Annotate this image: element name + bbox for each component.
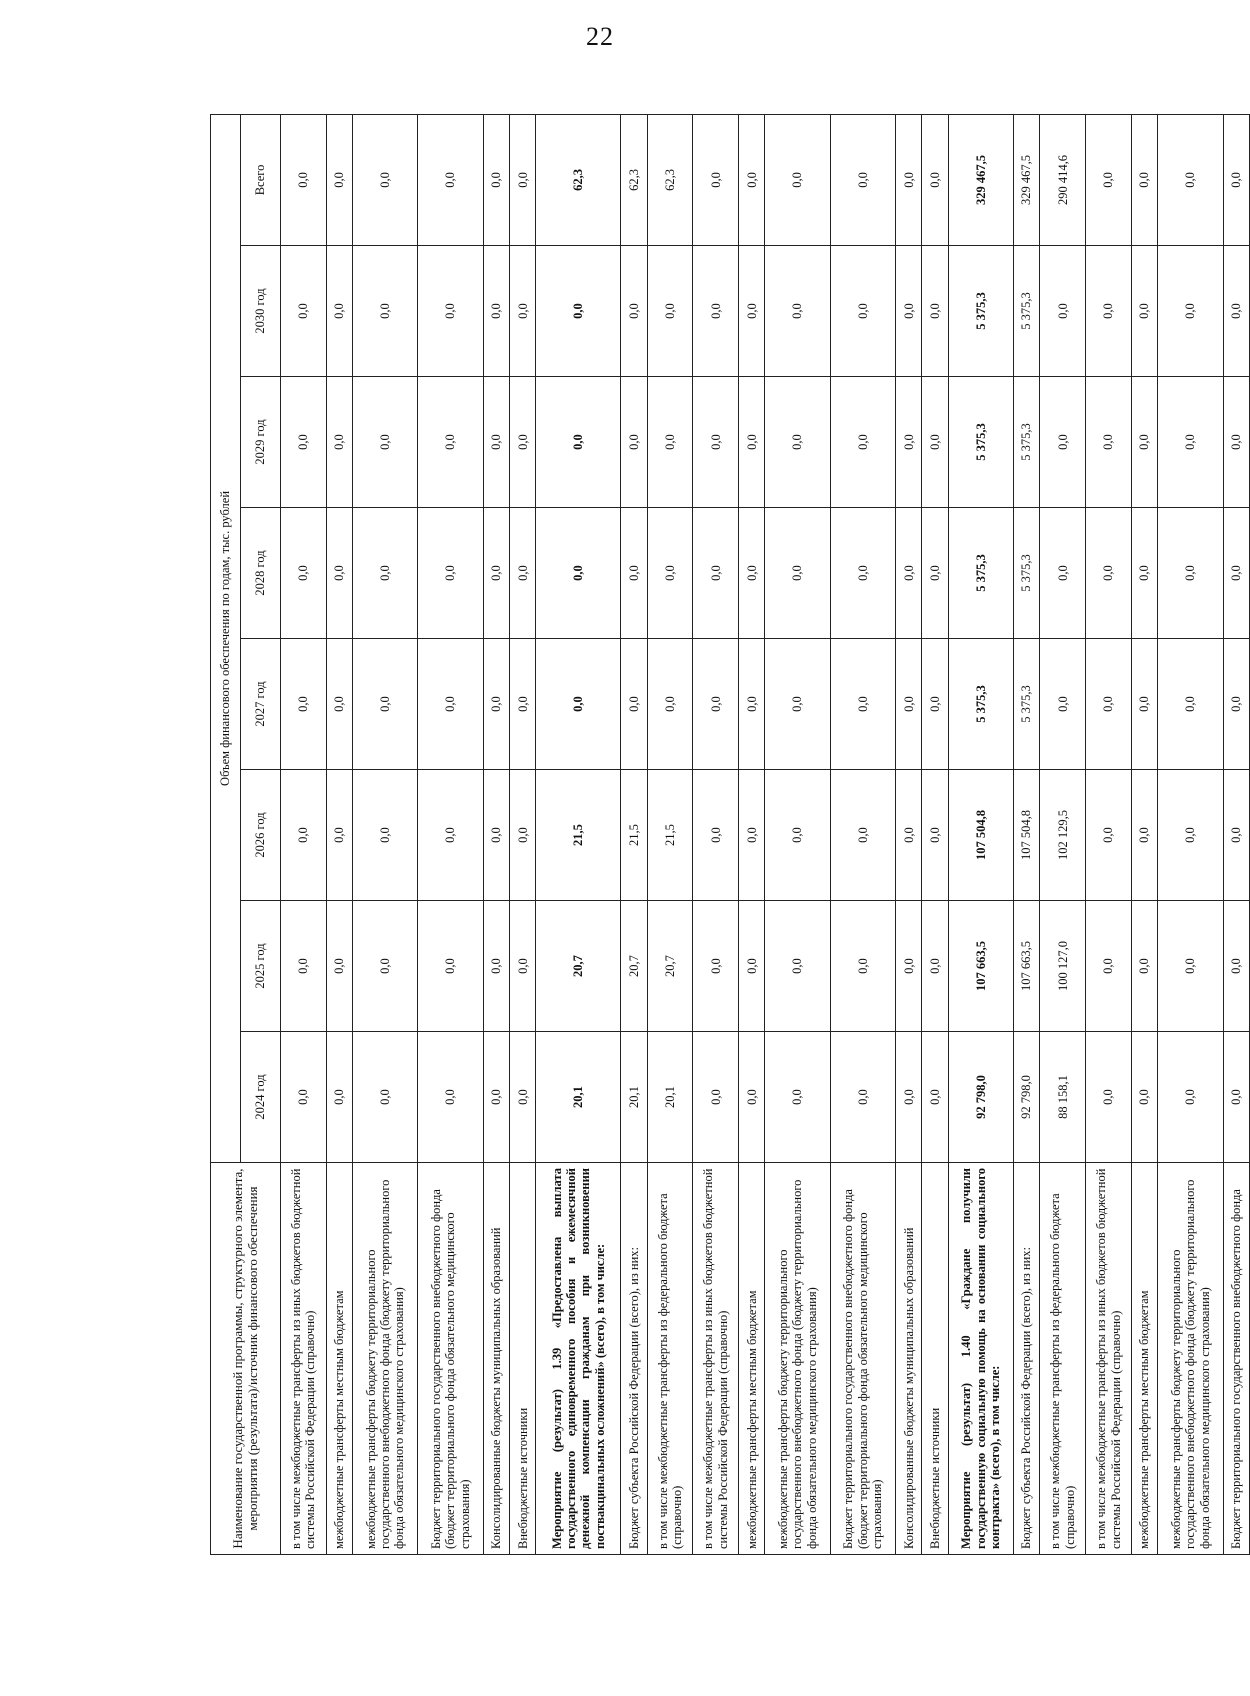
- row-value: 0,0: [326, 246, 352, 377]
- table-row: [483, 114, 509, 1554]
- table-row: [281, 114, 327, 1554]
- row-value: 88 158,1: [1040, 1032, 1086, 1163]
- row-value: 0,0: [765, 246, 830, 377]
- row-value: 0,0: [693, 246, 739, 377]
- row-label: в том числе межбюджетные трансферты из иных бюджетов бюджетной системы Российской Федерации (справочно): [281, 1163, 327, 1555]
- row-label: Бюджет территориального государственного внебюджетного фонда (бюджет территориального фонда обязательного медицинского страхования): [418, 1163, 483, 1555]
- header-year-2028: 2028 год: [241, 508, 281, 639]
- row-value: 5 375,3: [1014, 508, 1040, 639]
- row-value: 0,0: [739, 377, 765, 508]
- row-value: 0,0: [621, 246, 647, 377]
- row-value: 21,5: [647, 770, 693, 901]
- table-row: [1040, 114, 1086, 1554]
- page-number: 22: [586, 22, 614, 51]
- row-value: 0,0: [1131, 1032, 1157, 1163]
- row-value: 0,0: [647, 508, 693, 639]
- row-value: 0,0: [830, 114, 895, 245]
- row-value: 0,0: [1086, 1032, 1132, 1163]
- table-row: [896, 114, 922, 1554]
- row-value: 62,3: [536, 114, 621, 245]
- row-value: 0,0: [1086, 770, 1132, 901]
- row-value: 0,0: [896, 1032, 922, 1163]
- row-value: 0,0: [326, 1032, 352, 1163]
- row-value: 0,0: [693, 508, 739, 639]
- row-value: 0,0: [353, 770, 418, 901]
- row-value: 0,0: [326, 639, 352, 770]
- row-value: 0,0: [1158, 508, 1223, 639]
- row-label: Мероприятие (результат) 1.40 «Граждане получили государственную социальную помощь на основании социального контракта» (всего), в том числе:: [948, 1163, 1013, 1555]
- row-value: 0,0: [830, 508, 895, 639]
- row-value: 0,0: [765, 901, 830, 1032]
- row-value: 0,0: [1131, 770, 1157, 901]
- row-value: 0,0: [693, 639, 739, 770]
- row-label: межбюджетные трансферты местным бюджетам: [326, 1163, 352, 1555]
- row-value: 0,0: [1040, 508, 1086, 639]
- rotated-table-container: [210, 115, 1250, 1555]
- row-value: 0,0: [326, 770, 352, 901]
- row-value: 0,0: [326, 901, 352, 1032]
- row-value: 0,0: [483, 377, 509, 508]
- row-value: 102 129,5: [1040, 770, 1086, 901]
- row-value: 329 467,5: [948, 114, 1013, 245]
- table-body: [281, 114, 1250, 1554]
- row-value: 0,0: [536, 508, 621, 639]
- table-row: [353, 114, 418, 1554]
- row-value: 0,0: [418, 1032, 483, 1163]
- row-value: 0,0: [326, 508, 352, 639]
- row-value: 0,0: [1158, 1032, 1223, 1163]
- financing-table: [210, 114, 1250, 1555]
- row-label: в том числе межбюджетные трансферты из иных бюджетов бюджетной системы Российской Федерации (справочно): [693, 1163, 739, 1555]
- row-value: 0,0: [765, 508, 830, 639]
- row-value: 0,0: [896, 377, 922, 508]
- row-value: 0,0: [830, 1032, 895, 1163]
- row-value: 0,0: [418, 114, 483, 245]
- header-year-2030: 2030 год: [241, 246, 281, 377]
- row-value: 107 663,5: [1014, 901, 1040, 1032]
- row-value: 20,7: [621, 901, 647, 1032]
- row-value: 0,0: [830, 770, 895, 901]
- row-value: 0,0: [1223, 639, 1249, 770]
- row-label: в том числе межбюджетные трансферты из федерального бюджета (справочно): [647, 1163, 693, 1555]
- row-value: 62,3: [647, 114, 693, 245]
- row-value: 0,0: [281, 114, 327, 245]
- row-value: 0,0: [536, 639, 621, 770]
- row-value: 0,0: [621, 377, 647, 508]
- row-value: 0,0: [510, 114, 536, 245]
- row-value: 0,0: [1158, 901, 1223, 1032]
- row-value: 0,0: [1131, 508, 1157, 639]
- row-value: 0,0: [830, 377, 895, 508]
- row-value: 0,0: [483, 1032, 509, 1163]
- row-value: 0,0: [621, 508, 647, 639]
- row-value: 0,0: [765, 770, 830, 901]
- row-value: 107 504,8: [1014, 770, 1040, 901]
- row-label: межбюджетные трансферты местным бюджетам: [739, 1163, 765, 1555]
- row-value: 20,1: [647, 1032, 693, 1163]
- row-value: 0,0: [418, 639, 483, 770]
- row-label: Бюджет субъекта Российской Федерации (всего), из них:: [621, 1163, 647, 1555]
- row-value: 0,0: [830, 246, 895, 377]
- row-value: 0,0: [1086, 377, 1132, 508]
- row-value: 0,0: [693, 901, 739, 1032]
- table-row: [647, 114, 693, 1554]
- row-value: 5 375,3: [1014, 246, 1040, 377]
- row-value: 0,0: [739, 639, 765, 770]
- row-value: 0,0: [281, 377, 327, 508]
- row-label: в том числе межбюджетные трансферты из федерального бюджета (справочно): [1040, 1163, 1086, 1555]
- row-value: 0,0: [418, 770, 483, 901]
- row-value: 0,0: [510, 1032, 536, 1163]
- row-label: Консолидированные бюджеты муниципальных образований: [896, 1163, 922, 1555]
- row-value: 5 375,3: [948, 246, 1013, 377]
- row-value: 0,0: [739, 901, 765, 1032]
- row-value: 0,0: [922, 114, 948, 245]
- row-value: 0,0: [353, 1032, 418, 1163]
- table-row: [326, 114, 352, 1554]
- row-value: 0,0: [739, 770, 765, 901]
- row-value: 0,0: [647, 639, 693, 770]
- row-label: межбюджетные трансферты бюджету территориального государственного внебюджетного фонда (бюджету территориального фонда обязательного медицинского страхования): [1158, 1163, 1223, 1555]
- row-value: 0,0: [353, 114, 418, 245]
- row-value: 0,0: [483, 639, 509, 770]
- row-value: 0,0: [418, 508, 483, 639]
- row-value: 0,0: [1086, 639, 1132, 770]
- row-value: 0,0: [1131, 901, 1157, 1032]
- row-value: 21,5: [621, 770, 647, 901]
- header-year-2027: 2027 год: [241, 639, 281, 770]
- row-value: 0,0: [922, 377, 948, 508]
- header-year-2029: 2029 год: [241, 377, 281, 508]
- row-value: 0,0: [739, 1032, 765, 1163]
- row-value: 0,0: [739, 508, 765, 639]
- row-value: 0,0: [281, 901, 327, 1032]
- row-value: 0,0: [1223, 770, 1249, 901]
- row-value: 20,1: [536, 1032, 621, 1163]
- row-value: 92 798,0: [948, 1032, 1013, 1163]
- row-value: 290 414,6: [1040, 114, 1086, 245]
- table-row: [1131, 114, 1157, 1554]
- row-value: 92 798,0: [1014, 1032, 1040, 1163]
- row-value: 0,0: [418, 246, 483, 377]
- table-row: [765, 114, 830, 1554]
- row-value: 0,0: [483, 114, 509, 245]
- header-volume-title: Объем финансового обеспечения по годам, тыс. рублей: [211, 114, 241, 1162]
- row-value: 0,0: [1223, 901, 1249, 1032]
- row-value: 0,0: [1223, 508, 1249, 639]
- row-value: 0,0: [510, 377, 536, 508]
- row-value: 0,0: [896, 639, 922, 770]
- row-value: 0,0: [281, 1032, 327, 1163]
- row-value: 0,0: [281, 770, 327, 901]
- row-value: 0,0: [922, 1032, 948, 1163]
- row-value: 0,0: [922, 901, 948, 1032]
- table-row: [536, 114, 621, 1554]
- row-value: 0,0: [1158, 770, 1223, 901]
- row-value: 0,0: [281, 508, 327, 639]
- row-value: 0,0: [621, 639, 647, 770]
- row-value: 0,0: [765, 377, 830, 508]
- row-label: Мероприятие (результат) 1.39 «Предоставлена выплата государственного единовременного пособия и ежемесячной денежной компенсации гражданам при возникновении поствакцинальных осложнений» (всего), в том числе:: [536, 1163, 621, 1555]
- row-value: 0,0: [1131, 377, 1157, 508]
- row-value: 0,0: [1158, 639, 1223, 770]
- row-value: 0,0: [765, 114, 830, 245]
- row-value: 0,0: [510, 508, 536, 639]
- table-row: [621, 114, 647, 1554]
- row-value: 0,0: [739, 114, 765, 245]
- row-value: 0,0: [830, 639, 895, 770]
- header-year-2024: 2024 год: [241, 1032, 281, 1163]
- row-label: Внебюджетные источники: [510, 1163, 536, 1555]
- table-header: [211, 114, 281, 1554]
- row-value: 0,0: [1158, 246, 1223, 377]
- table-row: [922, 114, 948, 1554]
- row-value: 0,0: [326, 114, 352, 245]
- row-value: 0,0: [765, 1032, 830, 1163]
- row-value: 0,0: [1040, 246, 1086, 377]
- row-value: 0,0: [483, 246, 509, 377]
- row-label: Бюджет субъекта Российской Федерации (всего), из них:: [1014, 1163, 1040, 1555]
- row-value: 5 375,3: [948, 377, 1013, 508]
- row-value: 0,0: [536, 246, 621, 377]
- row-value: 0,0: [510, 246, 536, 377]
- row-value: 5 375,3: [948, 639, 1013, 770]
- row-value: 0,0: [896, 246, 922, 377]
- row-value: 0,0: [765, 639, 830, 770]
- row-label: Бюджет территориального государственного внебюджетного фонда: [1223, 1163, 1249, 1555]
- header-name-column: Наименование государственной программы, структурного элемента, мероприятия (результата)/источник финансового обеспечения: [211, 1163, 281, 1555]
- row-value: 0,0: [1158, 114, 1223, 245]
- row-value: 0,0: [693, 114, 739, 245]
- row-value: 0,0: [693, 1032, 739, 1163]
- row-value: 0,0: [483, 770, 509, 901]
- header-year-2026: 2026 год: [241, 770, 281, 901]
- row-value: 0,0: [739, 246, 765, 377]
- row-value: 5 375,3: [948, 508, 1013, 639]
- row-label: межбюджетные трансферты бюджету территориального государственного внебюджетного фонда (бюджету территориального фонда обязательного медицинского страхования): [353, 1163, 418, 1555]
- row-label: в том числе межбюджетные трансферты из иных бюджетов бюджетной системы Российской Федерации (справочно): [1086, 1163, 1132, 1555]
- row-value: 107 504,8: [948, 770, 1013, 901]
- row-value: 20,7: [647, 901, 693, 1032]
- row-value: 0,0: [922, 246, 948, 377]
- rotated-table-wrapper: [210, 115, 1250, 1555]
- row-value: 0,0: [353, 508, 418, 639]
- row-value: 0,0: [1086, 246, 1132, 377]
- row-value: 21,5: [536, 770, 621, 901]
- row-value: 0,0: [896, 114, 922, 245]
- row-value: 0,0: [353, 246, 418, 377]
- row-value: 5 375,3: [1014, 639, 1040, 770]
- row-label: Бюджет территориального государственного внебюджетного фонда (бюджет территориального фонда обязательного медицинского страхования): [830, 1163, 895, 1555]
- row-value: 0,0: [1040, 377, 1086, 508]
- row-value: 100 127,0: [1040, 901, 1086, 1032]
- row-value: 0,0: [922, 770, 948, 901]
- table-row: [739, 114, 765, 1554]
- row-value: 0,0: [922, 639, 948, 770]
- table-row: [510, 114, 536, 1554]
- row-value: 62,3: [621, 114, 647, 245]
- row-value: 0,0: [483, 901, 509, 1032]
- row-value: 0,0: [1223, 114, 1249, 245]
- row-value: 329 467,5: [1014, 114, 1040, 245]
- row-value: 0,0: [1131, 246, 1157, 377]
- row-value: 0,0: [353, 377, 418, 508]
- row-value: 107 663,5: [948, 901, 1013, 1032]
- row-value: 0,0: [483, 508, 509, 639]
- row-value: 0,0: [326, 377, 352, 508]
- row-value: 0,0: [353, 901, 418, 1032]
- row-value: 0,0: [830, 901, 895, 1032]
- row-value: 0,0: [353, 639, 418, 770]
- row-value: 0,0: [510, 901, 536, 1032]
- row-value: 0,0: [1086, 901, 1132, 1032]
- row-label: межбюджетные трансферты местным бюджетам: [1131, 1163, 1157, 1555]
- table-row: [1158, 114, 1223, 1554]
- row-value: 20,7: [536, 901, 621, 1032]
- table-row: [1014, 114, 1040, 1554]
- row-value: 0,0: [1131, 639, 1157, 770]
- table-row: [418, 114, 483, 1554]
- row-value: 5 375,3: [1014, 377, 1040, 508]
- row-value: 0,0: [647, 377, 693, 508]
- row-value: 0,0: [281, 246, 327, 377]
- row-label: межбюджетные трансферты бюджету территориального государственного внебюджетного фонда (бюджету территориального фонда обязательного медицинского страхования): [765, 1163, 830, 1555]
- table-row: [1223, 114, 1249, 1554]
- row-value: 0,0: [281, 639, 327, 770]
- row-value: 0,0: [693, 377, 739, 508]
- row-value: 0,0: [510, 639, 536, 770]
- row-value: 0,0: [896, 901, 922, 1032]
- row-value: 0,0: [896, 508, 922, 639]
- row-value: 20,1: [621, 1032, 647, 1163]
- row-value: 0,0: [418, 377, 483, 508]
- row-value: 0,0: [647, 246, 693, 377]
- row-value: 0,0: [418, 901, 483, 1032]
- table-row: [830, 114, 895, 1554]
- row-value: 0,0: [1040, 639, 1086, 770]
- table-row: [693, 114, 739, 1554]
- row-value: 0,0: [510, 770, 536, 901]
- row-value: 0,0: [1223, 1032, 1249, 1163]
- table-row: [1086, 114, 1132, 1554]
- row-value: 0,0: [1086, 508, 1132, 639]
- row-value: 0,0: [1158, 377, 1223, 508]
- row-value: 0,0: [922, 508, 948, 639]
- row-label: Консолидированные бюджеты муниципальных образований: [483, 1163, 509, 1555]
- header-year-2025: 2025 год: [241, 901, 281, 1032]
- table-row: [948, 114, 1013, 1554]
- row-value: 0,0: [1223, 246, 1249, 377]
- row-value: 0,0: [896, 770, 922, 901]
- row-value: 0,0: [1131, 114, 1157, 245]
- row-value: 0,0: [693, 770, 739, 901]
- row-value: 0,0: [1223, 377, 1249, 508]
- row-label: Внебюджетные источники: [922, 1163, 948, 1555]
- row-value: 0,0: [536, 377, 621, 508]
- header-total: Всего: [241, 114, 281, 245]
- row-value: 0,0: [1086, 114, 1132, 245]
